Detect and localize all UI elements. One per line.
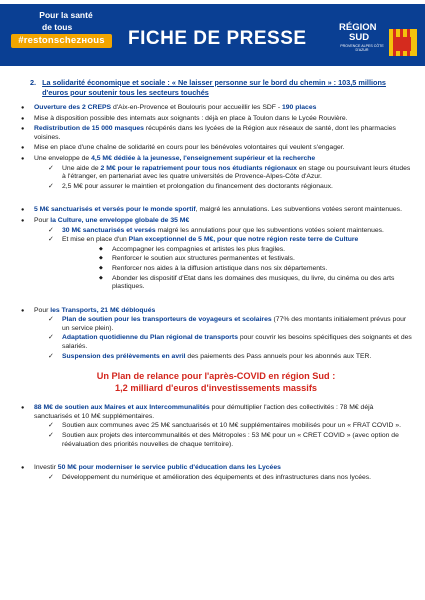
list-item: ● Mise en place d'une chaîne de solidarité en cours pour les bénévoles volontaires qui veulent s'engager.: [20, 144, 412, 153]
plan-line1: Un Plan de relance pour l'après-COVID en région Sud :: [96, 371, 336, 382]
list-item: ✓ Soutien aux projets des intercommunalités et des Métropoles : 53 M€ pour un « CRET COVID » (avec option de réévaluation des priorités nouvelles de chaque territoire).: [34, 432, 412, 449]
campaign-badge: [0, 4, 118, 66]
list-item: ✓ Adaptation quotidienne du Plan régional de transports pour couvrir les besoins spécifiques des soignants et des salariés.: [34, 334, 412, 351]
section-heading: [30, 78, 412, 97]
jeunesse-sublist: [34, 165, 412, 192]
list-item: ✓ Une aide de 2 M€ pour le rapatriement pour tous nos étudiants régionaux en stage ou poursuivant leurs études à l'étranger, en partenariat avec les quatre universités de Provence-Alpes-Côte d'Azur.: [34, 165, 412, 182]
recovery-list: [20, 404, 412, 449]
lycees-list: [20, 464, 412, 482]
maires-sublist: [34, 422, 412, 449]
solidarity-list: [20, 104, 412, 191]
list-item: ✓ 2,5 M€ pour assurer le maintien et prolongation du financement des doctorants régionaux.: [34, 183, 412, 192]
transport-list: [20, 307, 412, 362]
plan-line2: 1,2 milliard d'euros d'investissements massifs: [115, 382, 317, 393]
list-item: ✓ Plan de soutien pour les transporteurs de voyageurs et scolaires (77% des montants initialement prévus pour un service plein).: [34, 316, 412, 333]
badge-line2: de tous: [42, 22, 73, 32]
region-subtitle: PROVENCE ALPES CÔTE D'AZUR: [340, 44, 384, 53]
recovery-plan-heading: [20, 371, 412, 394]
list-item: ✓ Soutien aux communes avec 25 M€ sanctuarisés et 10 M€ supplémentaires mobilisés pour un « FRAT COVID ».: [34, 422, 412, 431]
region-logo: [339, 8, 419, 64]
list-item: ● 5 M€ sanctuarisés et versés pour le monde sportif, malgré les annulations. Les subventions votées seront maintenues.: [20, 206, 412, 215]
list-item: ✓ Développement du numérique et amélioration des équipements et des infrastructures dans nos lycées.: [34, 474, 412, 483]
section-number: 2.: [30, 78, 37, 87]
section-title: La solidarité économique et sociale : « Ne laisser personne sur le bord du chemin » : 103,5 millions d'euros pour soutenir tous les secteurs touchés: [42, 78, 386, 97]
region-name-line1: RÉGION: [339, 22, 377, 33]
list-item: ● 88 M€ de soutien aux Maires et aux Intercommunalités pour démultiplier l'action des collectivités : 78 M€ déjà sanctuarisés et 10 M€ supplémentaires. ✓ Soutien aux communes avec 25 M€ sanctuarisés et 10 M€ supplémentaires mobilisés pour un « FRAT COVID ». ✓ Soutien aux projets des intercommunalités et des Métropoles : 53 M€ pour un « CRET COVID » (avec option de réévaluation des priorités nouvelles de chaque territoire).: [20, 404, 412, 449]
press-content: [20, 78, 412, 484]
culture-plan-items: [62, 246, 412, 292]
region-name-line2: SUD: [349, 32, 370, 43]
list-item: ✓ Et mise en place d'un Plan exceptionnel de 5 M€, pour que notre région reste terre de Culture ◆ Accompagner les compagnies et artistes les plus fragiles. ◆ Renforcer le soutien aux structures permanentes et festivals. ◆ Renforcer nos aides à la diffusion artistique dans nos six départements. ◆ Abonder les dispositif d'Etat dans les domaines des musiques, du livre, du cinéma ou des arts plastiques.: [34, 236, 412, 292]
lycees-sublist: [34, 474, 412, 483]
culture-sublist: [34, 227, 412, 292]
list-item: ● Mise à disposition possible des internats aux soignants : déjà en place à Toulon dans le Lycée Rouvière.: [20, 115, 412, 124]
list-item: ✓ Suspension des prélèvements en avril des paiements des Pass annuels pour les abonnés aux TER.: [34, 353, 412, 362]
list-item: ✓ 30 M€ sanctuarisés et versés malgré les annulations pour que les subventions votées soient maintenues.: [34, 227, 412, 236]
sport-list: [20, 206, 412, 291]
list-item: ◆ Abonder les dispositif d'Etat dans les domaines des musiques, du livre, du cinéma ou des arts plastiques.: [62, 275, 412, 292]
list-item: ◆ Renforcer nos aides à la diffusion artistique dans nos six départements.: [62, 265, 412, 274]
list-item: ● Ouverture des 2 CREPS d'Aix-en-Provence et Boulouris pour accueillir les SDF - 190 places: [20, 104, 412, 113]
badge-line1: Pour la santé: [39, 10, 93, 20]
list-item: ◆ Renforcer le soutien aux structures permanentes et festivals.: [62, 255, 412, 264]
list-item: ● Investir 50 M€ pour moderniser le service public d'éducation dans les Lycées ✓ Développement du numérique et amélioration des équipements et des infrastructures dans nos lycées.: [20, 464, 412, 482]
list-item: ● Pour la Culture, une enveloppe globale de 35 M€ ✓ 30 M€ sanctuarisés et versés malgré les annulations pour que les subventions votées soient maintenues. ✓ Et mise en place d'un Plan exceptionnel de 5 M€, pour que notre région reste terre de Culture ◆ Accompagner les compagnies et artistes les plus fragiles. ◆ Renforcer le soutien aux structures permanentes et festivals. ◆ Renforcer nos aides à la diffusion artistique dans nos six départements. ◆ Abonder les dispositif d'Etat dans les domaines des musiques, du livre, du cinéma ou des arts plastiques.: [20, 217, 412, 292]
hashtag-label: #restonschezнous: [11, 34, 112, 48]
page-header: [0, 0, 425, 68]
list-item: ● Pour les Transports, 21 M€ débloqués ✓ Plan de soutien pour les transporteurs de voyageurs et scolaires (77% des montants initialement prévus pour un service plein). ✓ Adaptation quotidienne du Plan régional de transports pour couvrir les besoins spécifiques des soignants et des salariés. ✓ Suspension des prélèvements en avril des paiements des Pass annuels pour les abonnés aux TER.: [20, 307, 412, 362]
list-item: ◆ Accompagner les compagnies et artistes les plus fragiles.: [62, 246, 412, 255]
region-flag-icon: [389, 18, 417, 56]
list-item: ● Une enveloppe de 4,5 M€ dédiée à la jeunesse, l'enseignement supérieur et la recherche ✓ Une aide de 2 M€ pour le rapatriement pour tous nos étudiants régionaux en stage ou poursuivant leurs études à l'étranger, en partenariat avec les quatre universités de Provence-Alpes-Côte d'Azur. ✓ 2,5 M€ pour assurer le maintien et prolongation du financement des doctorants régionaux.: [20, 155, 412, 191]
list-item: ● Redistribution de 15 000 masques récupérés dans les lycées de la Région aux réseaux de santé, dont les pharmacies voisines.: [20, 125, 412, 142]
transport-sublist: [34, 316, 412, 361]
page-title: FICHE DE PRESSE: [128, 28, 307, 49]
